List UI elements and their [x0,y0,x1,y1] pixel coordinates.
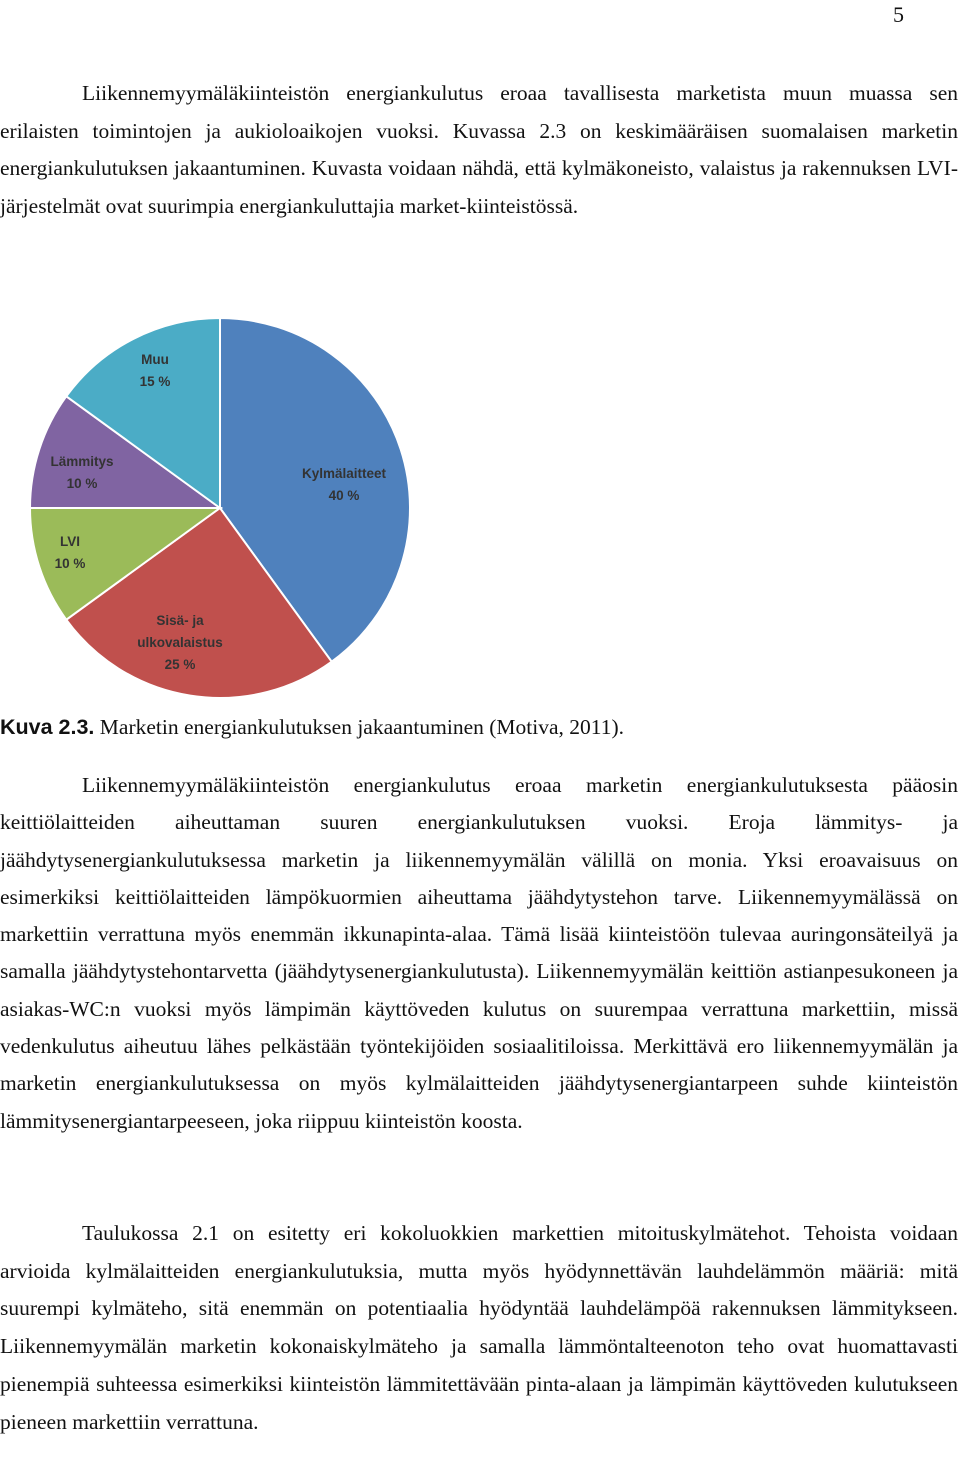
caption-label: Kuva 2.3. [0,715,95,739]
pie-slice-label: LVI 10 % [54,534,86,571]
paragraph-intro: Liikennemyymäläkiinteistön energiankulutus eroaa tavallisesta marketista muun muassa sen erilaisten toimintojen ja aukioloaikojen vuoksi. Kuvassa 2.3 on keskimääräisen suomalaisen marketin energiankulutuksen jakaantuminen. Kuvasta voidaan nähdä, että kylmäkoneisto, valaistus ja rakennuksen LVI-järjestelmät ovat suurimpia energiankuluttajia market-kiinteistössä. [0,81,958,218]
paragraph-table-reference: Taulukossa 2.1 on esitetty eri kokoluokkien markettien mitoituskylmätehot. Tehoista voidaan arvioida kylmälaitteiden energiankulutuksia, mutta myös hyödynnettävän lauhdelämmön määriä: mitä suurempi kylmäteho, sitä enemmän on potentiaalia hyödyntää lauhdelämpöä rakennuksen lämmitykseen. Liikennemyymälän marketin kokonaiskylmäteho ja samalla lämmöntalteenoton teho ovat huomattavasti pienempiä suhteessa esimerkiksi kiinteistön lämmitettävään pinta-alaan ja lämpimän käyttöveden kulutukseen pieneen markettiin verrattuna. [0,1221,958,1434]
figure-caption [0,715,624,740]
page-number: 5 [893,2,904,27]
paragraph-comparison: Liikennemyymäläkiinteistön energiankulutus eroaa marketin energiankulutuksesta pääosin keittiölaitteiden aiheuttaman suuren energiankulutuksen vuoksi. Eroja lämmitys- ja jäähdytysenergiankulutuksessa marketin ja liikennemyymälän välillä on monia. Yksi eroavaisuus on esimerkiksi keittiölaitteiden lämpökuormien aiheuttama jäähdytystehon tarve. Liikennemyymälässä on markettiin verrattuna myös enemmän ikkunapinta-alaa. Tämä lisää kiinteistöön tulevaa auringonsäteilyä ja samalla jäähdytystehontarvetta (jäähdytysenergiankulutusta). Liikennemyymälän keittiön astianpesukoneen ja asiakas-WC:n vuoksi myös lämpimän käyttöveden kulutus on suurempaa verrattuna markettiin, missä vedenkulutus aiheutuu lähes pelkästään työntekijöiden sosiaalitiloissa. Merkittävä ero liikennemyymälän ja marketin energiankulutuksessa on myös kylmälaitteiden jäähdytysenergiantarpeen suhde kiinteistön lämmitysenergiantarpeeseen, joka riippuu kiinteistön koosta. [0,773,958,1133]
pie-slice-label: Kylmälaitteet 40 % [301,466,387,503]
pie-slice-label: Sisä- ja ulkovalaistus 25 % [137,613,223,672]
caption-text: Marketin energiankulutuksen jakaantuminen (Motiva, 2011). [94,715,625,739]
pie-svg [20,312,420,702]
pie-slice-label: Lämmitys 10 % [50,454,114,491]
energy-pie-chart [20,312,420,702]
pie-slice-label: Muu 15 % [139,352,171,389]
